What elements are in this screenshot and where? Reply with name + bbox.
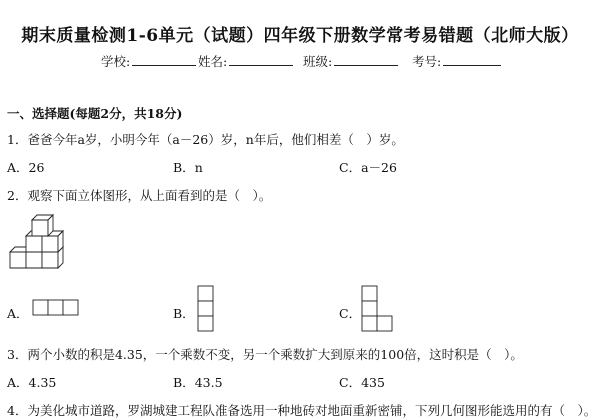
- school-field: [101, 52, 196, 70]
- question-4-stem: 4．为美化城市道路，罗湖城建工程队准备选用一种地砖对地面重新密铺，下列几何图形能选用的有（ ）。: [7, 403, 597, 418]
- class-blank: [334, 53, 398, 66]
- question-3-option-c: C．435: [339, 375, 385, 390]
- cube-top: [32, 215, 53, 236]
- question-2-option-b-label: B．: [173, 306, 195, 321]
- stacked-cubes-figure: [6, 212, 70, 270]
- class-field: [303, 52, 398, 70]
- question-3-option-a: A．4.35: [7, 375, 57, 390]
- option-a-three-squares-row: [32, 299, 80, 317]
- name-field: [198, 52, 293, 70]
- question-1-option-a: A．26: [7, 160, 45, 175]
- page-title: 期末质量检测1-6单元（试题）四年级下册数学常考易错题（北师大版）: [21, 26, 579, 46]
- number-blank: [443, 53, 501, 66]
- school-blank: [132, 53, 196, 66]
- option-c-l-shape: [361, 285, 395, 333]
- option-b-three-squares-column: [197, 285, 215, 333]
- section-heading: 一、选择题(每题2分，共18分): [7, 106, 183, 121]
- question-2-option-a-label: A．: [7, 306, 29, 321]
- school-label: 学校:: [101, 54, 131, 69]
- name-blank: [229, 53, 293, 66]
- question-2-option-c-label: C．: [339, 306, 362, 321]
- number-field: [412, 52, 501, 70]
- question-3-stem: 3．两个小数的积是4.35，一个乘数不变，另一个乘数扩大到原来的100倍，这时积是（ ）。: [7, 347, 523, 362]
- number-label: 考号:: [412, 54, 442, 69]
- question-1-option-b: B．n: [173, 160, 203, 175]
- class-label: 班级:: [303, 54, 333, 69]
- question-3-option-b: B．43.5: [173, 375, 223, 390]
- question-1-option-c: C．a－26: [339, 160, 397, 175]
- question-2-stem: 2．观察下面立体图形，从上面看到的是（ ）。: [7, 188, 272, 203]
- question-1-stem: 1．爸爸今年a岁，小明今年（a－26）岁，n年后，他们相差（ ）岁。: [7, 132, 404, 147]
- name-label: 姓名:: [198, 54, 228, 69]
